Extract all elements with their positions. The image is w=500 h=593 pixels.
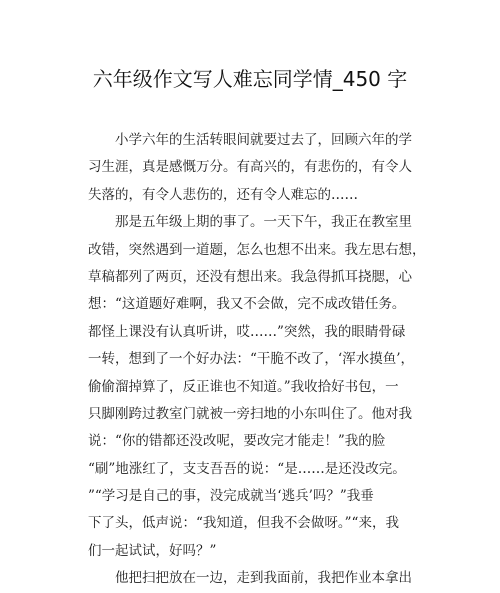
text-line: 偷偷溜掉算了，反正谁也不知道。”我收拾好书包，一 — [88, 378, 399, 395]
text-line: 那是五年级上期的事了。一天下午，我正在教室里 — [115, 214, 412, 231]
text-line: 们一起试试，好吗？” — [88, 542, 217, 559]
text-line: 只脚刚跨过教室门就被一旁扫地的小东叫住了。他对我 — [88, 405, 412, 422]
article-body — [88, 127, 426, 593]
text-line: “刷”地涨红了，支支吾吾的说：“是……是还没改完。 — [88, 460, 406, 477]
text-line: 失落的，有令人悲伤的，还有令人难忘的…… — [88, 186, 358, 203]
text-line: 都怪上课没有认真听讲，哎……”突然，我的眼睛骨碌 — [88, 323, 406, 340]
text-line: 想：“这道题好难啊，我又不会做，完不成改错任务。 — [88, 296, 406, 313]
text-line: 说：“你的错都还没改呢，要改完才能走！”我的脸 — [88, 433, 386, 450]
text-line: 下了头，低声说：“我知道，但我不会做呀。”“来，我 — [88, 515, 399, 532]
text-line: 改错，突然遇到一道题，怎么也想不出来。我左思右想， — [88, 241, 426, 258]
text-line: 草稿都列了两页，还没有想出来。我急得抓耳挠腮，心 — [88, 268, 412, 285]
text-line: 习生涯，真是感慨万分。有高兴的，有悲伤的，有令人 — [88, 159, 412, 176]
text-line: 一转，想到了一个好办法：“干脆不改了，‘浑水摸鱼’， — [88, 351, 414, 368]
page-title: 六年级作文写人难忘同学情_450 字 — [92, 67, 408, 91]
text-line: ”“学习是自己的事，没完成就当‘逃兵’吗？”我垂 — [88, 488, 374, 505]
text-line: 他把扫把放在一边，走到我面前，我把作业本拿出 — [115, 570, 412, 587]
text-line: 小学六年的生活转眼间就要过去了，回顾六年的学 — [115, 132, 412, 148]
